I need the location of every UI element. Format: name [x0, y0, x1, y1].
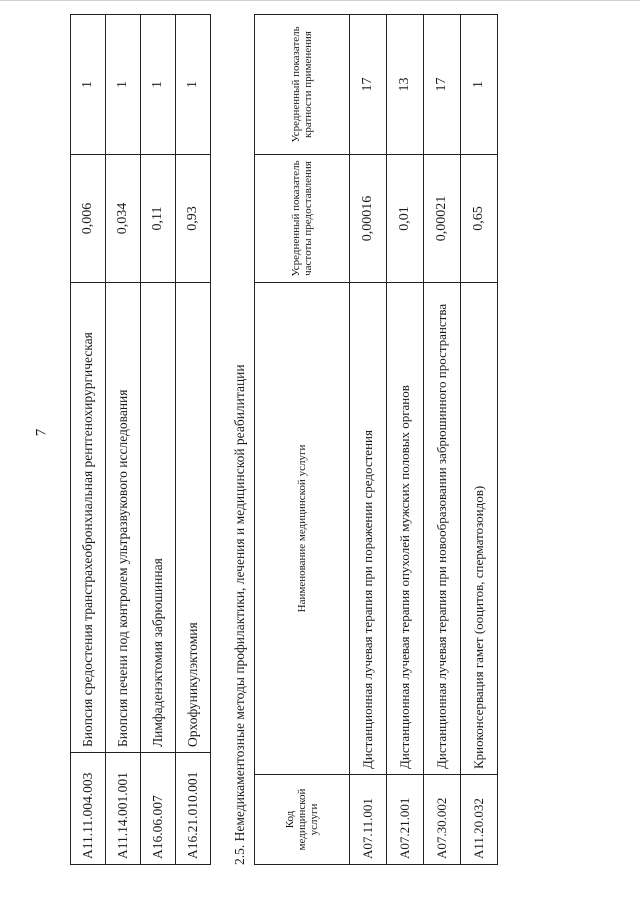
frequency-value: 0,11: [141, 155, 176, 283]
table-row: [106, 15, 141, 865]
table-row: [176, 15, 211, 865]
multiplicity-value: 1: [141, 15, 176, 155]
services-table-section-2-5: [254, 14, 498, 865]
multiplicity-value: 17: [424, 15, 461, 155]
service-name: Биопсия средостения транстрахеобронхиальная рентгенохирургическая: [71, 283, 106, 753]
multiplicity-value: 13: [387, 15, 424, 155]
multiplicity-value: 1: [71, 15, 106, 155]
frequency-value: 0,006: [71, 155, 106, 283]
table-row: [387, 15, 424, 865]
multiplicity-value: 1: [106, 15, 141, 155]
service-name: Орхофуникулэктомия: [176, 283, 211, 753]
service-name: Дистанционная лучевая терапия при поражении средостения: [350, 283, 387, 775]
frequency-value: 0,034: [106, 155, 141, 283]
multiplicity-value: 1: [461, 15, 498, 155]
table-row: [350, 15, 387, 865]
header-multiplicity: Усредненный показатель кратности применения: [255, 15, 350, 155]
multiplicity-value: 17: [350, 15, 387, 155]
service-code: A07.30.002: [424, 775, 461, 865]
service-code: A16.06.007: [141, 753, 176, 865]
table-row: [141, 15, 176, 865]
header-code: Код медицинской услуги: [255, 775, 350, 865]
service-name: Дистанционная лучевая терапия при новообразовании забрюшинного пространства: [424, 283, 461, 775]
frequency-value: 0,93: [176, 155, 211, 283]
service-code: A11.20.032: [461, 775, 498, 865]
service-name: Дистанционная лучевая терапия опухолей мужских половых органов: [387, 283, 424, 775]
header-frequency: Усредненный показатель частоты предоставления: [255, 155, 350, 283]
services-table-top: [70, 14, 211, 865]
service-code: A11.11.004.003: [71, 753, 106, 865]
scan-edge-line: [0, 0, 640, 1]
table-row: [461, 15, 498, 865]
service-name: Биопсия печени под контролем ультразвукового исследования: [106, 283, 141, 753]
table-row: [71, 15, 106, 865]
section-heading: 2.5. Немедикаментозные методы профилактики, лечения и медицинской реабилитации: [232, 364, 247, 865]
frequency-value: 0,00016: [350, 155, 387, 283]
frequency-value: 0,00021: [424, 155, 461, 283]
service-name: Лимфаденэктомия забрюшинная: [141, 283, 176, 753]
table-header-row: [255, 15, 350, 865]
service-code: A16.21.010.001: [176, 753, 211, 865]
service-code: A11.14.001.001: [106, 753, 141, 865]
multiplicity-value: 1: [176, 15, 211, 155]
service-code: A07.21.001: [387, 775, 424, 865]
header-name: Наименование медицинской услуги: [255, 283, 350, 775]
frequency-value: 0,01: [387, 155, 424, 283]
page-number: 7: [33, 428, 50, 437]
rotated-sheet: [70, 15, 630, 865]
frequency-value: 0,65: [461, 155, 498, 283]
table-row: [424, 15, 461, 865]
service-code: A07.11.001: [350, 775, 387, 865]
service-name: Криоконсервация гамет (ооцитов, сперматозоидов): [461, 283, 498, 775]
